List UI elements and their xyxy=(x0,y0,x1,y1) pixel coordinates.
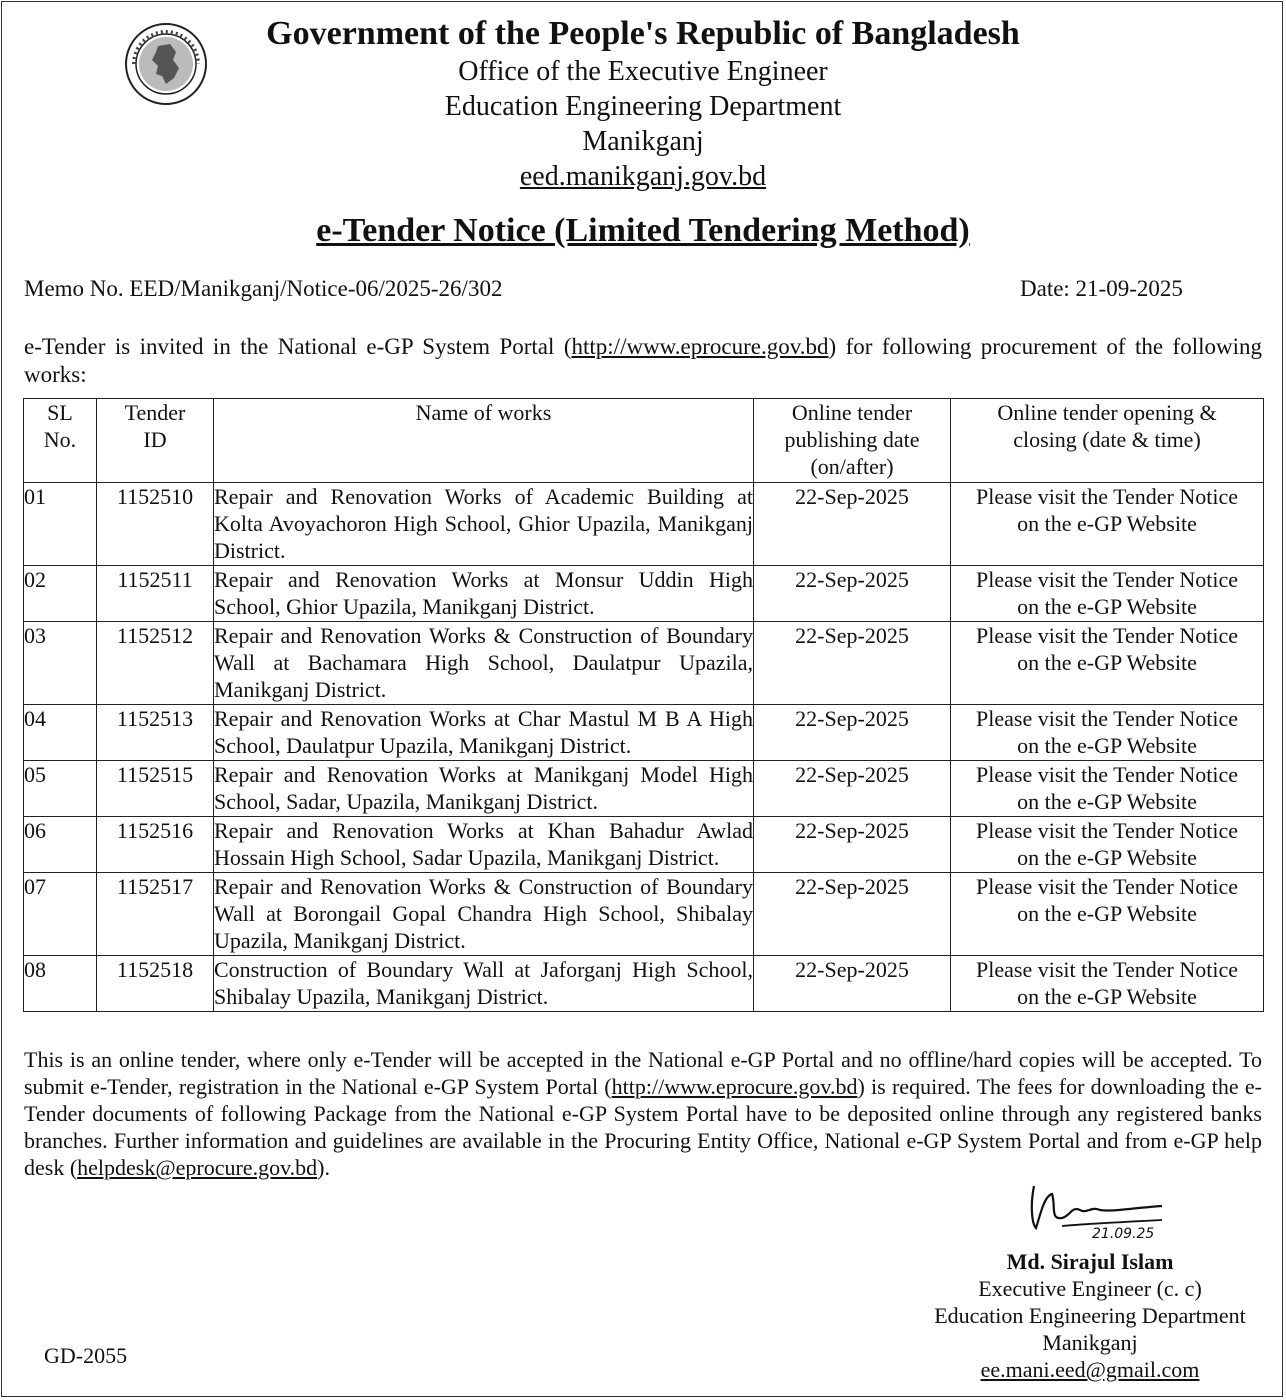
opening-closing-cell: Please visit the Tender Notice on the e-GP Website xyxy=(951,817,1264,873)
signatory-designation: Executive Engineer (c. c) xyxy=(978,1276,1202,1301)
name-of-works-cell: Repair and Renovation Works at Manikganj Model High School, Sadar, Upazila, Manikganj District. xyxy=(214,761,754,817)
name-of-works-cell: Repair and Renovation Works at Monsur Uddin High School, Ghior Upazila, Manikganj District. xyxy=(214,566,754,622)
name-of-works-cell: Repair and Renovation Works of Academic Building at Kolta Avoyachoron High School, Ghior Upazila, Manikganj District. xyxy=(214,483,754,566)
publishing-date-cell: 22-Sep-2025 xyxy=(754,817,951,873)
intro-paragraph xyxy=(24,333,1262,389)
header-name-of-works: Name of works xyxy=(214,399,754,483)
opening-closing-cell: Please visit the Tender Notice on the e-GP Website xyxy=(951,483,1264,566)
tender-id-cell: 1152511 xyxy=(97,566,214,622)
opening-closing-cell: Please visit the Tender Notice on the e-GP Website xyxy=(951,705,1264,761)
signatory-name: Md. Sirajul Islam xyxy=(1006,1249,1174,1274)
notice-date: Date: 21-09-2025 xyxy=(1020,276,1183,301)
name-of-works-cell: Construction of Boundary Wall at Jaforganj High School, Shibalay Upazila, Manikganj District. xyxy=(214,956,754,1012)
opening-closing-cell: Please visit the Tender Notice on the e-GP Website xyxy=(951,761,1264,817)
signatory-department: Education Engineering Department xyxy=(934,1303,1246,1328)
intro-text-before: e-Tender is invited in the National e-GP System Portal ( xyxy=(24,334,572,359)
sl-cell: 07 xyxy=(24,873,97,956)
instructions-text-3: ). xyxy=(317,1155,330,1180)
signatory-block xyxy=(900,1248,1280,1383)
publishing-date-cell: 22-Sep-2025 xyxy=(754,761,951,817)
handwritten-signature-icon xyxy=(1022,1176,1172,1246)
sl-cell: 03 xyxy=(24,622,97,705)
signatory-district: Manikganj xyxy=(1042,1330,1138,1355)
opening-closing-cell: Please visit the Tender Notice on the e-GP Website xyxy=(951,566,1264,622)
office-name: Office of the Executive Engineer xyxy=(458,56,828,87)
publishing-date-cell: 22-Sep-2025 xyxy=(754,622,951,705)
helpdesk-email-link[interactable]: helpdesk@eprocure.gov.bd xyxy=(77,1155,318,1180)
table-header-row xyxy=(24,399,1264,483)
sl-cell: 08 xyxy=(24,956,97,1012)
tender-id-cell: 1152515 xyxy=(97,761,214,817)
header-sl-no: SL No. xyxy=(24,399,97,483)
memo-number: Memo No. EED/Manikganj/Notice-06/2025-26/302 xyxy=(24,276,503,301)
tender-id-cell: 1152517 xyxy=(97,873,214,956)
tender-id-cell: 1152516 xyxy=(97,817,214,873)
eprocure-link[interactable]: http://www.eprocure.gov.bd xyxy=(571,334,829,359)
name-of-works-cell: Repair and Renovation Works at Khan Bahadur Awlad Hossain High School, Sadar Upazila, Manikganj District. xyxy=(214,817,754,873)
sl-cell: 02 xyxy=(24,566,97,622)
table-row xyxy=(24,705,1264,761)
table-row xyxy=(24,761,1264,817)
table-row xyxy=(24,873,1264,956)
tender-id-cell: 1152513 xyxy=(97,705,214,761)
sl-cell: 04 xyxy=(24,705,97,761)
svg-text:21.09.25: 21.09.25 xyxy=(1092,1226,1155,1242)
eprocure-link-2[interactable]: http://www.eprocure.gov.bd xyxy=(611,1074,858,1099)
header-opening-closing: Online tender opening & closing (date & time) xyxy=(951,399,1264,483)
publishing-date-cell: 22-Sep-2025 xyxy=(754,483,951,566)
publishing-date-cell: 22-Sep-2025 xyxy=(754,705,951,761)
publishing-date-cell: 22-Sep-2025 xyxy=(754,956,951,1012)
opening-closing-cell: Please visit the Tender Notice on the e-GP Website xyxy=(951,956,1264,1012)
intro-text-after: ) for following procurement of the following works: xyxy=(24,334,1262,387)
opening-closing-cell: Please visit the Tender Notice on the e-GP Website xyxy=(951,873,1264,956)
publishing-date-cell: 22-Sep-2025 xyxy=(754,873,951,956)
government-title: Government of the People's Republic of Bangladesh xyxy=(266,15,1020,52)
instructions-text-2: ) is required. The fees for downloading the e-Tender documents of following Package from the National e-GP System Portal have to be deposited online through any registered banks branches. Further information and guidelines are available in the Procuring Entity Office, National e-GP System Portal and from e-GP help desk ( xyxy=(24,1074,1262,1180)
instructions-text-1: This is an online tender, where only e-Tender will be accepted in the National e-GP Portal and no offline/hard copies will be accepted. To submit e-Tender, registration in the National e-GP System Portal ( xyxy=(24,1047,1262,1099)
table-row xyxy=(24,817,1264,873)
header-publishing-date: Online tender publishing date (on/after) xyxy=(754,399,951,483)
header-tender-id: Tender ID xyxy=(97,399,214,483)
notice-title: e-Tender Notice (Limited Tendering Method) xyxy=(316,212,970,249)
sl-cell: 06 xyxy=(24,817,97,873)
table-row xyxy=(24,566,1264,622)
publishing-date-cell: 22-Sep-2025 xyxy=(754,566,951,622)
district-name: Manikganj xyxy=(582,126,704,157)
department-name: Education Engineering Department xyxy=(444,91,842,122)
name-of-works-cell: Repair and Renovation Works at Char Mastul M B A High School, Daulatpur Upazila, Manikganj District. xyxy=(214,705,754,761)
sl-cell: 01 xyxy=(24,483,97,566)
tender-id-cell: 1152518 xyxy=(97,956,214,1012)
signatory-email-link[interactable]: ee.mani.eed@gmail.com xyxy=(980,1357,1200,1382)
opening-closing-cell: Please visit the Tender Notice on the e-GP Website xyxy=(951,622,1264,705)
table-row xyxy=(24,622,1264,705)
letterhead xyxy=(0,14,1286,194)
submission-instructions xyxy=(24,1046,1262,1181)
tender-id-cell: 1152512 xyxy=(97,622,214,705)
tender-table xyxy=(23,398,1264,1012)
table-row xyxy=(24,956,1264,1012)
gd-number: GD-2055 xyxy=(44,1343,128,1368)
name-of-works-cell: Repair and Renovation Works & Construction of Boundary Wall at Borongail Gopal Chandra High School, Shibalay Upazila, Manikganj District. xyxy=(214,873,754,956)
sl-cell: 05 xyxy=(24,761,97,817)
website-link[interactable]: eed.manikganj.gov.bd xyxy=(519,161,767,192)
table-row xyxy=(24,483,1264,566)
tender-id-cell: 1152510 xyxy=(97,483,214,566)
name-of-works-cell: Repair and Renovation Works & Construction of Boundary Wall at Bachamara High School, Daulatpur Upazila, Manikganj District. xyxy=(214,622,754,705)
